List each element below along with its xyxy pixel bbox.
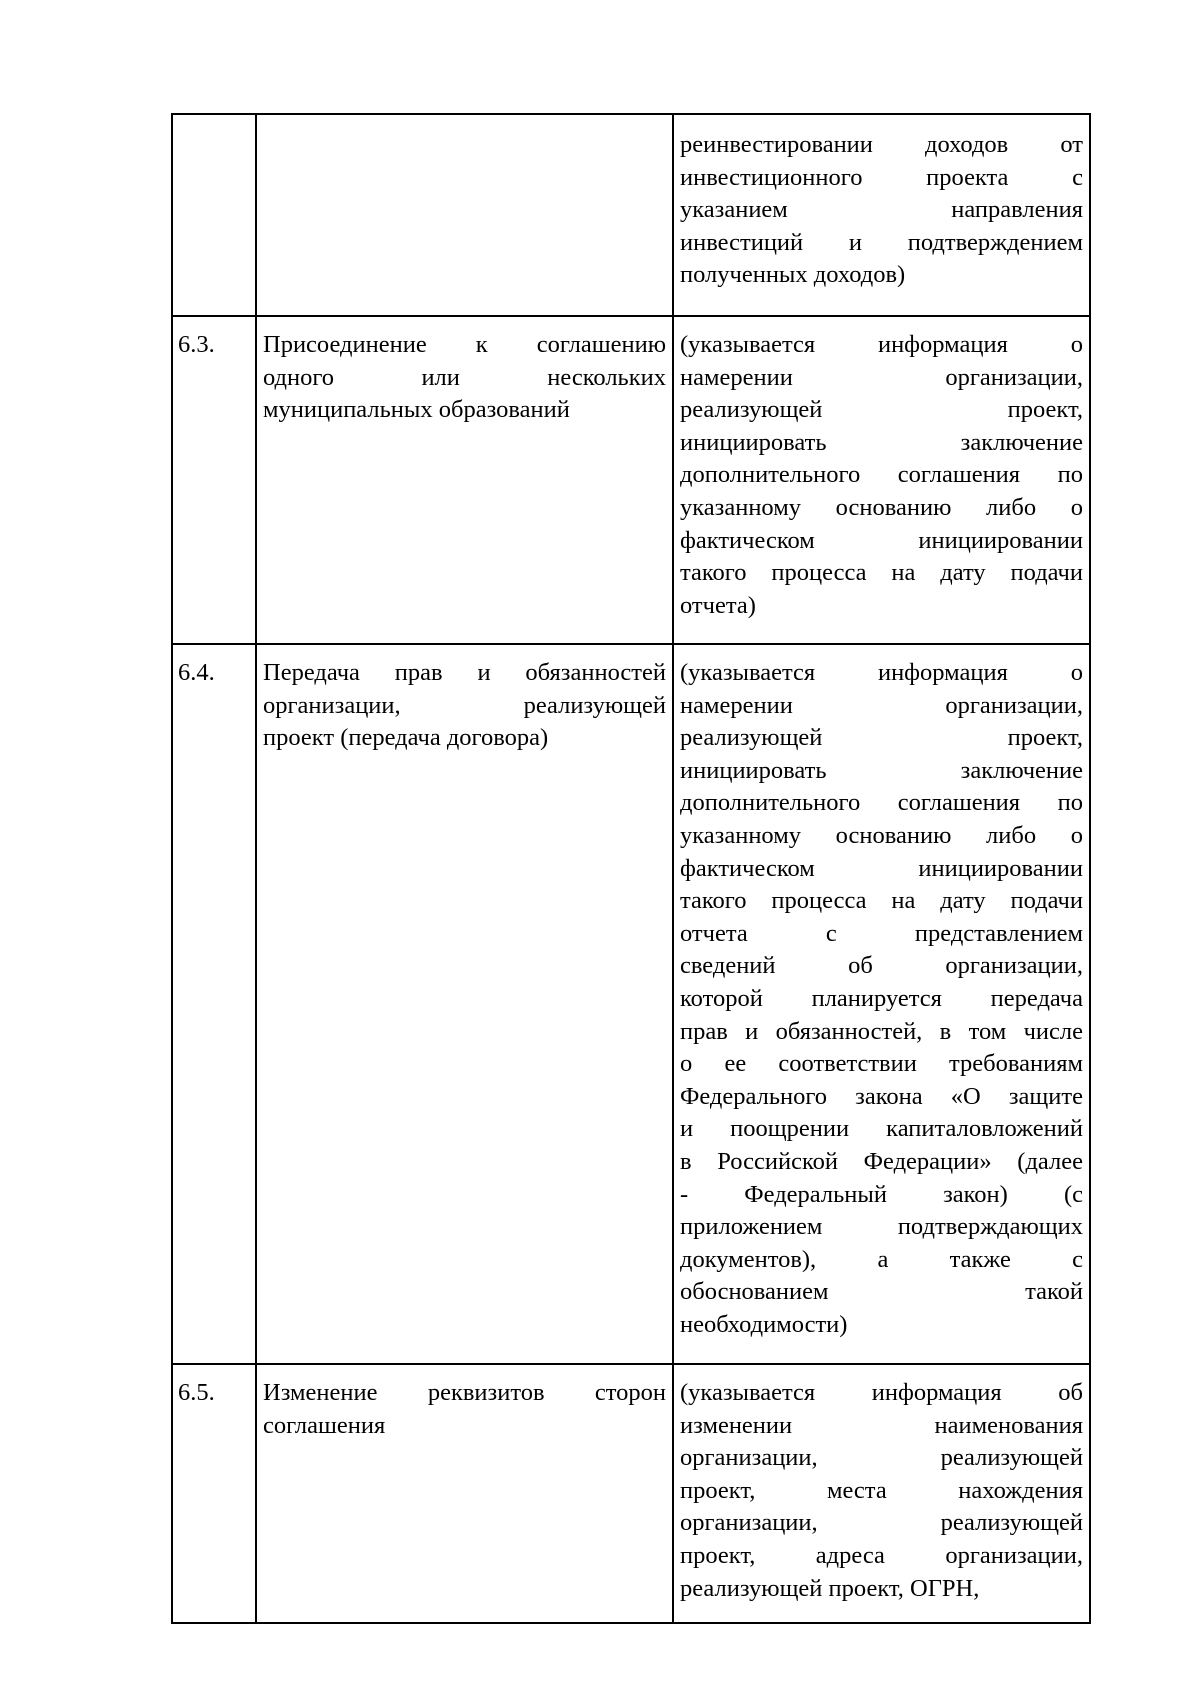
text-line: (указывается информация о <box>680 331 1083 358</box>
row-name-cell <box>256 1364 673 1623</box>
text-line: указанному основанию либо о <box>680 493 1083 521</box>
row-number-cell <box>172 644 256 1364</box>
text-line: Изменение реквизитов сторон <box>263 1379 666 1406</box>
text-line: отчета с представлением <box>680 919 1083 947</box>
text-line: организации, реализующей <box>680 1509 1083 1537</box>
row-name-cell <box>256 316 673 644</box>
text-line: приложением подтверждающих <box>680 1213 1083 1241</box>
text-line: дополнительного соглашения по <box>680 789 1083 817</box>
row-number: 6.3. <box>178 331 215 358</box>
text-line: проект, места нахождения <box>680 1476 1083 1504</box>
row-description-cell <box>673 1364 1090 1623</box>
text-line: Федерального закона «О защите <box>680 1082 1083 1110</box>
table-row <box>172 114 1090 316</box>
text-line: (указывается информация об <box>680 1379 1083 1406</box>
text-line: полученных доходов) <box>680 261 906 289</box>
row-number-cell <box>172 1364 256 1623</box>
text-line: инвестиционного проекта с <box>680 163 1083 191</box>
text-line: реализующей проект, <box>680 724 1083 752</box>
row-number: 6.4. <box>178 659 215 686</box>
text-line: необходимости) <box>680 1310 848 1338</box>
text-line: в Российской Федерации» (далее <box>680 1147 1083 1175</box>
text-line: инициировать заключение <box>680 428 1083 456</box>
text-line: указанному основанию либо о <box>680 821 1083 849</box>
text-line: (указывается информация о <box>680 659 1083 686</box>
text-line: такого процесса на дату подачи <box>680 887 1083 915</box>
text-line: проект (передача договора) <box>263 724 549 752</box>
text-line: проект, адреса организации, <box>680 1541 1083 1569</box>
text-line: реализующей проект, <box>680 396 1083 424</box>
text-line: реализующей проект, ОГРН, <box>680 1574 980 1602</box>
text-line: намерении организации, <box>680 691 1083 719</box>
text-line: прав и обязанностей, в том числе <box>680 1017 1083 1045</box>
text-line: указанием направления <box>680 196 1083 224</box>
row-number-cell <box>172 316 256 644</box>
text-line: Передача прав и обязанностей <box>263 659 666 686</box>
text-line: Присоединение к соглашению <box>263 331 666 358</box>
text-line: одного или нескольких <box>263 363 666 391</box>
text-line: соглашения <box>263 1411 386 1439</box>
text-line: изменении наименования <box>680 1411 1083 1439</box>
text-line: инвестиций и подтверждением <box>680 228 1083 256</box>
text-line: такого процесса на дату подачи <box>680 559 1083 587</box>
text-line: - Федеральный закон) (с <box>680 1180 1083 1208</box>
row-description-cell <box>673 644 1090 1364</box>
text-line: и поощрении капиталовложений <box>680 1115 1083 1143</box>
row-description-cell <box>673 114 1090 316</box>
text-line: дополнительного соглашения по <box>680 461 1083 489</box>
text-line: инициировать заключение <box>680 756 1083 784</box>
text-line: отчета) <box>680 591 756 619</box>
row-name-cell <box>256 114 673 316</box>
text-line: организации, реализующей <box>680 1444 1083 1472</box>
row-description-cell <box>673 316 1090 644</box>
text-line: муниципальных образований <box>263 396 570 424</box>
text-line: фактическом инициировании <box>680 854 1083 882</box>
table-row <box>172 1364 1090 1623</box>
row-number: 6.5. <box>178 1379 215 1406</box>
text-line: о ее соответствии требованиям <box>680 1050 1083 1078</box>
text-line: которой планируется передача <box>680 984 1083 1012</box>
table-row <box>172 644 1090 1364</box>
text-line: организации, реализующей <box>263 691 666 719</box>
text-line: намерении организации, <box>680 363 1083 391</box>
document-table <box>171 113 1091 1624</box>
table-body <box>172 114 1090 1623</box>
table-row <box>172 316 1090 644</box>
text-line: фактическом инициировании <box>680 526 1083 554</box>
row-number-cell <box>172 114 256 316</box>
text-line: обоснованием такой <box>680 1278 1083 1306</box>
text-line: реинвестировании доходов от <box>680 131 1083 158</box>
text-line: сведений об организации, <box>680 952 1083 980</box>
text-line: документов), а также с <box>680 1245 1083 1273</box>
row-name-cell <box>256 644 673 1364</box>
